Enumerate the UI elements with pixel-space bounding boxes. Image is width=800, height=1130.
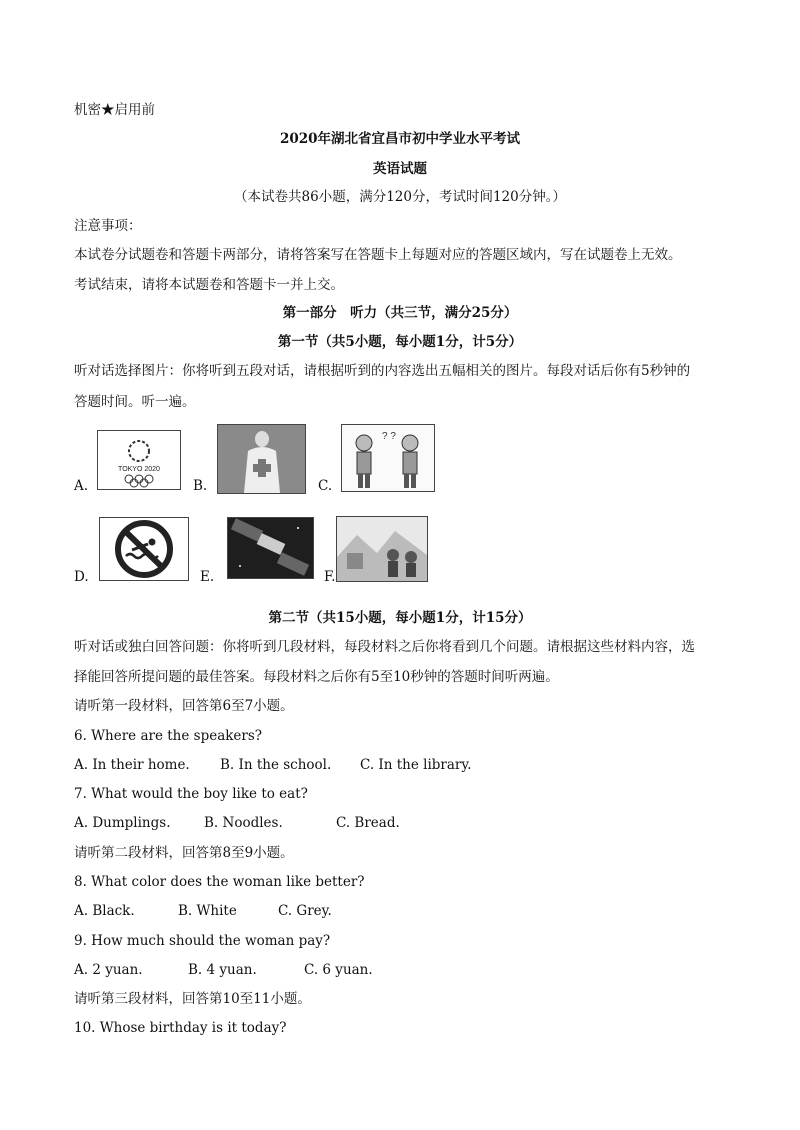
section1-instruction-2: 答题时间。听一遍。 [74, 394, 196, 410]
picture-b-label: B. [193, 478, 208, 494]
picture-c [341, 424, 435, 492]
q9-option-c: C. 6 yuan. [304, 962, 373, 978]
picture-f [336, 516, 428, 582]
section2-title: 第二节（共15小题，每小题1分，计15分） [268, 610, 532, 626]
question-8: 8. What color does the woman like better? [74, 874, 365, 890]
question-9: 9. How much should the woman pay? [74, 933, 331, 949]
note-item-2: 考试结束，请将本试题卷和答题卡一并上交。 [74, 277, 344, 293]
question-6: 6. Where are the speakers? [74, 728, 263, 744]
q9-option-b: B. 4 yuan. [188, 962, 257, 978]
q6-option-a: A. In their home. [74, 757, 190, 773]
q7-option-a: A. Dumplings. [74, 815, 171, 831]
svg-text:? ?: ? ? [382, 431, 396, 442]
picture-a [97, 430, 181, 490]
doctor-back-icon [218, 425, 305, 493]
picture-d [99, 517, 189, 581]
picture-e-label: E. [200, 569, 215, 585]
material-3-instruction: 请听第三段材料，回答第10至11小题。 [74, 991, 311, 1007]
section1-instruction-1: 听对话选择图片：你将听到五段对话，请根据听到的内容选出五幅相关的图片。每段对话后你有5秒钟的 [74, 363, 691, 379]
picture-a-text: TOKYO 2020 [118, 466, 160, 473]
material-2-instruction: 请听第二段材料，回答第8至9小题。 [74, 845, 294, 861]
picture-c-label: C. [318, 478, 333, 494]
two-children-talking-icon [342, 425, 434, 491]
picture-b [217, 424, 306, 494]
q8-option-a: A. Black. [74, 903, 135, 919]
confidential-mark: 机密★启用前 [74, 102, 155, 118]
q8-option-c: C. Grey. [278, 903, 332, 919]
picture-f-label: F. [324, 569, 336, 585]
section2-instruction-1: 听对话或独白回答问题：你将听到几段材料，每段材料之后你将看到几个问题。请根据这些材料内容，选 [74, 639, 695, 655]
picture-e [227, 517, 314, 579]
q7-option-c: C. Bread. [336, 815, 400, 831]
material-1-instruction: 请听第一段材料，回答第6至7小题。 [74, 698, 294, 714]
q7-option-b: B. Noodles. [204, 815, 283, 831]
q8-option-b: B. White [178, 903, 237, 919]
question-10: 10. Whose birthday is it today? [74, 1020, 287, 1036]
subject-title: 英语试题 [373, 161, 427, 177]
question-7: 7. What would the boy like to eat? [74, 786, 308, 802]
notes-heading: 注意事项： [74, 218, 142, 234]
note-item-1: 本试卷分试题卷和答题卡两部分，请将答案写在答题卡上每题对应的答题区域内，写在试题卷上无效。 [74, 247, 682, 263]
picture-d-label: D. [74, 569, 89, 585]
q9-option-a: A. 2 yuan. [74, 962, 143, 978]
section1-title: 第一节（共5小题，每小题1分，计5分） [277, 334, 523, 350]
q6-option-c: C. In the library. [360, 757, 472, 773]
picture-a-label: A. [74, 478, 89, 494]
part1-title: 第一部分 听力（共三节，满分25分） [282, 305, 518, 321]
space-station-icon [228, 518, 313, 578]
tokyo-2020-logo-icon [98, 431, 180, 489]
section2-instruction-2: 择能回答所提问题的最佳答案。每段材料之后你有5至10秒钟的答题时间听两遍。 [74, 669, 559, 685]
q6-option-b: B. In the school. [220, 757, 332, 773]
no-swimming-sign-icon [100, 518, 188, 580]
exam-title: 2020年湖北省宜昌市初中学业水平考试 [279, 131, 521, 147]
exam-info: （本试卷共86小题，满分120分，考试时间120分钟。） [234, 189, 566, 205]
village-scene-icon [337, 517, 427, 581]
